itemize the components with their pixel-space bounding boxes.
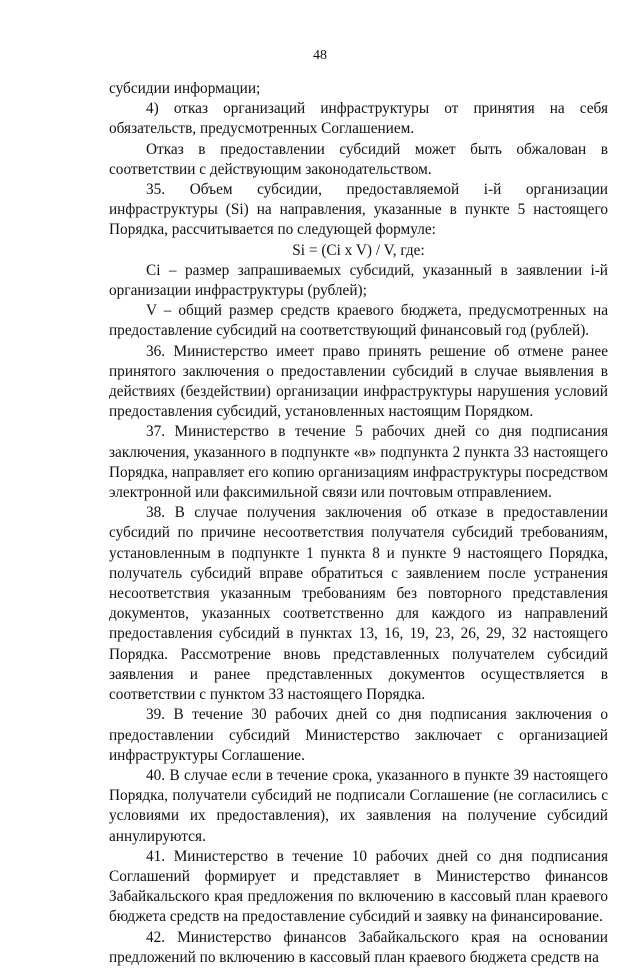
paragraph: субсидии информации; (109, 80, 261, 97)
paragraph: Ci – размер запрашиваемых субсидий, указанный в заявлении i-й организации инфраструктуры (рублей); (109, 261, 608, 300)
paragraph: 4) отказ организаций инфраструктуры от принятия на себя обязательств, предусмотренных Соглашением. (109, 100, 608, 138)
paragraph: Отказ в предоставлении субсидий может быть обжалован в соответствии с действующим законодательством. (109, 140, 608, 178)
document-body (109, 79, 608, 968)
paragraph: 41. Министерство в течение 10 рабочих дней со дня подписания Соглашений формирует и представляет в Министерство финансов Забайкальского края предложения по включению в кассовый план краевого бюджета средств на предоставление субсидий и заявку на финансирование. (109, 847, 608, 926)
paragraph: 35. Объем субсидии, предоставляемой i-й организации инфраструктуры (Si) на направления, указанные в пункте 5 настоящего Порядка, рассчитывается по следующей формуле: (109, 181, 608, 239)
formula-line: Si = (Ci x V) / V, где: (292, 241, 425, 259)
paragraph: 40. В случае если в течение срока, указанного в пункте 39 настоящего Порядка, получатели субсидий не подписали Соглашение (не согласились с условиями их предоставления), их заявления на получение субсидий аннулируются. (109, 766, 608, 845)
paragraph: 42. Министерство финансов Забайкальского края на основании предложений по включению в кассовый план краевого бюджета средств на (109, 928, 608, 966)
paragraph: 36. Министерство имеет право принять решение об отмене ранее принятого заключения о предоставлении субсидий в случае выявления в действиях (бездействии) организации инфраструктуры нарушения условий предоставления субсидий, установленных настоящим Порядком. (109, 342, 608, 421)
paragraph: 39. В течение 30 рабочих дней со дня подписания заключения о предоставлении субсидий Министерство заключает с организацией инфраструктуры Соглашение. (109, 706, 608, 764)
paragraph: V – общий размер средств краевого бюджета, предусмотренных на предоставление субсидий на соответствующий финансовый год (рублей). (109, 302, 608, 340)
paragraph: 38. В случае получения заключения об отказе в предоставлении субсидий по причине несоответствия получателя субсидий требованиям, установленным в подпункте 1 пункта 8 и пункте 9 настоящего Порядка, получатель субсидий вправе обратиться с заявлением после устранения несоответствия указанным требованиям без повторного представления документов, указанных соответственно для каждого из направлений предоставления субсидий в пунктах 13, 16, 19, 23, 26, 29, 32 настоящего Порядка. Рассмотрение вновь представленных получателем субсидий заявления и ранее представленных документов осуществляется в соответствии с пунктом 33 настоящего Порядка. (109, 504, 608, 704)
page-number: 48 (313, 48, 327, 63)
paragraph: 37. Министерство в течение 5 рабочих дней со дня подписания заключения, указанного в подпункте «в» подпункта 2 пункта 33 настоящего Порядка, направляет его копию организациям инфраструктуры посредством электронной или факсимильной связи или почтовым отправлением. (109, 423, 608, 502)
